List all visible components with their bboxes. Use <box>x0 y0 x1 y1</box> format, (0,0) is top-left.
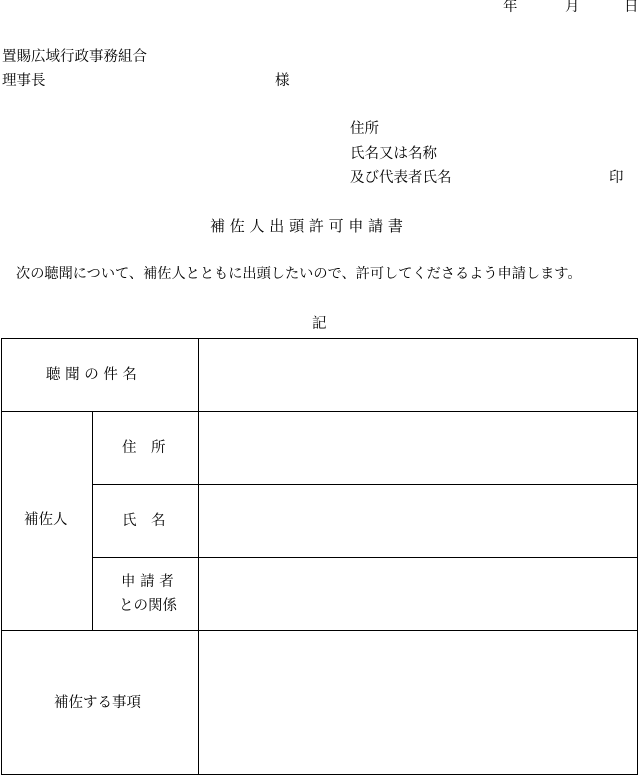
seal-mark: 印 <box>609 170 624 186</box>
date-month-label: 月 <box>565 0 580 15</box>
assistant-name-field[interactable] <box>199 485 637 557</box>
address-label: 住 所 <box>122 440 166 456</box>
assistant-label: 補佐人 <box>24 512 68 528</box>
addressee-title: 理事長 <box>2 73 46 89</box>
applicant-name-label: 氏名又は名称 <box>350 146 437 162</box>
name-label: 氏 名 <box>122 513 166 529</box>
applicant-representative-label: 及び代表者氏名 <box>350 170 452 186</box>
table-rule <box>92 411 93 630</box>
date-day-label: 日 <box>624 0 639 15</box>
body-text: 次の聴聞について、補佐人とともに出頭したいので、許可してくださるよう申請します。 <box>16 266 582 282</box>
relation-label-line1: 申 請 者 <box>121 574 174 590</box>
hearing-case-field[interactable] <box>199 339 637 411</box>
assistant-address-field[interactable] <box>199 412 637 484</box>
applicant-address-label: 住所 <box>350 121 379 137</box>
matters-field[interactable] <box>199 631 637 774</box>
date-year-label: 年 <box>503 0 518 15</box>
addressee-organization: 置賜広域行政事務組合 <box>2 49 147 65</box>
addressee-honorific: 様 <box>275 73 290 89</box>
relation-label-line2: との関係 <box>119 598 177 614</box>
application-table <box>1 338 638 775</box>
ki-label: 記 <box>312 316 327 332</box>
document-title: 補 佐 人 出 頭 許 可 申 請 書 <box>210 217 403 235</box>
relation-field[interactable] <box>199 558 637 630</box>
matters-label: 補佐する事項 <box>54 695 141 711</box>
hearing-case-label: 聴 聞 の 件 名 <box>46 367 137 383</box>
